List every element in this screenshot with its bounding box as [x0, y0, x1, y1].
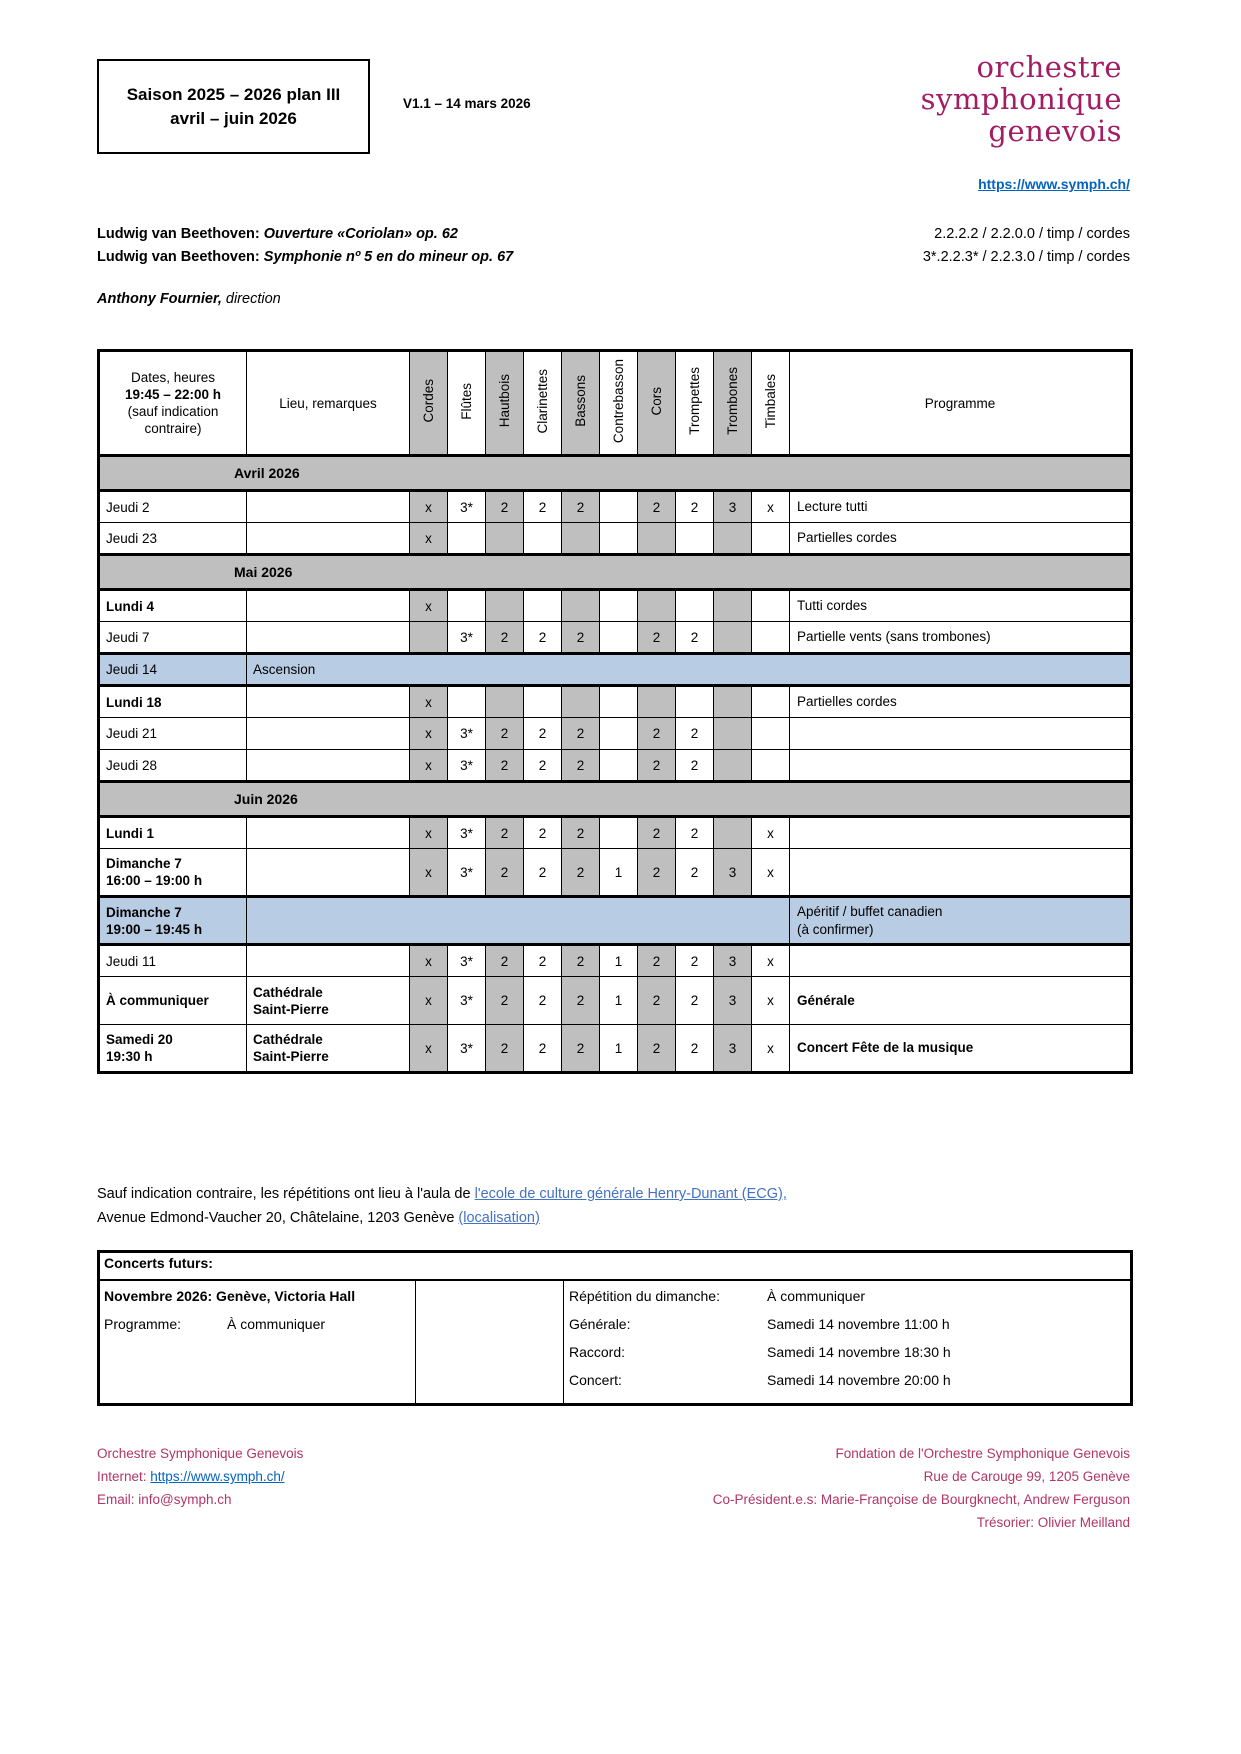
future-item-label: Générale: — [569, 1316, 631, 1332]
count-cell-bassons: 2 — [562, 945, 600, 977]
count-cell-cors: 2 — [638, 849, 676, 897]
col-header-hautbois — [486, 351, 524, 456]
count-cell-trombones: 3 — [714, 945, 752, 977]
count-cell-trompettes: 2 — [676, 622, 714, 654]
count-cell-flutes: 3* — [448, 945, 486, 977]
month-row — [99, 782, 1132, 817]
date-line: Jeudi 2 — [106, 499, 150, 515]
lieu-cell — [247, 590, 410, 622]
count-cell-timbales — [752, 718, 790, 750]
count-cell-hautbois: 2 — [486, 1025, 524, 1073]
date-line: Jeudi 11 — [106, 953, 157, 969]
footer-treasurer: Trésorier: Olivier Meilland — [976, 1515, 1130, 1530]
count-cell-trombones: 3 — [714, 849, 752, 897]
count-cell-bassons: 2 — [562, 977, 600, 1025]
programme-cell — [790, 817, 1132, 849]
work-row — [97, 223, 513, 246]
instrumentation-list — [923, 223, 1130, 268]
header-dates-line: Dates, heures — [130, 370, 216, 385]
date-cell — [99, 686, 247, 718]
future-programme-row — [104, 1310, 415, 1338]
schedule-row — [99, 491, 1132, 523]
count-cell-bassons — [562, 686, 600, 718]
count-cell-flutes: 3* — [448, 849, 486, 897]
date-line: Jeudi 14 — [106, 662, 158, 677]
col-header-label-trompettes: Trompettes — [686, 367, 702, 435]
count-cell-timbales — [752, 686, 790, 718]
col-header-trombones — [714, 351, 752, 456]
col-header-label-cors: Cors — [648, 386, 664, 416]
programme-cell: Concert Fête de la musique — [790, 1025, 1132, 1073]
date-line: Jeudi 23 — [106, 530, 158, 546]
count-cell-trompettes: 2 — [676, 750, 714, 782]
title-line-1: Saison 2025 – 2026 plan III — [126, 84, 341, 104]
count-cell-timbales — [752, 622, 790, 654]
future-left-cell — [99, 1280, 416, 1405]
count-cell-trombones — [714, 750, 752, 782]
date-cell — [99, 945, 247, 977]
schedule-head — [99, 351, 1132, 456]
date-cell — [99, 491, 247, 523]
conductor-line — [97, 291, 281, 307]
future-programme-label: Programme: — [104, 1316, 182, 1332]
count-cell-clarinettes: 2 — [524, 750, 562, 782]
count-cell-cordes: x — [410, 977, 448, 1025]
count-cell-trombones — [714, 718, 752, 750]
count-cell-cordes: x — [410, 718, 448, 750]
date-line: Samedi 20 — [106, 1032, 173, 1047]
count-cell-hautbois: 2 — [486, 491, 524, 523]
merged-cell — [247, 897, 790, 945]
lieu-cell — [247, 945, 410, 977]
count-cell-hautbois: 2 — [486, 817, 524, 849]
schedule-row — [99, 718, 1132, 750]
count-cell-contrebasson: 1 — [600, 945, 638, 977]
count-cell-trompettes: 2 — [676, 977, 714, 1025]
future-item — [569, 1310, 1130, 1338]
website-link[interactable]: https://www.symph.ch/ — [978, 176, 1130, 192]
count-cell-cordes: x — [410, 945, 448, 977]
programme-cell — [790, 849, 1132, 897]
footnote-line-2 — [97, 1207, 787, 1231]
date-cell — [99, 718, 247, 750]
count-cell-clarinettes — [524, 590, 562, 622]
count-cell-clarinettes: 2 — [524, 718, 562, 750]
month-label: Mai 2026 — [99, 555, 1132, 590]
col-header-label-clarinettes: Clarinettes — [534, 368, 550, 434]
col-header-trompettes — [676, 351, 714, 456]
logo-line-2: symphonique — [920, 82, 1122, 116]
date-line: Lundi 18 — [106, 694, 162, 710]
future-right-cell — [564, 1280, 1132, 1405]
count-cell-hautbois — [486, 590, 524, 622]
month-label: Avril 2026 — [99, 456, 1132, 491]
count-cell-trombones — [714, 622, 752, 654]
programme-cell: Partielle vents (sans trombones) — [790, 622, 1132, 654]
date-cell — [99, 523, 247, 555]
count-cell-timbales — [752, 523, 790, 555]
date-line: À communiquer — [106, 993, 209, 1008]
schedule-row — [99, 686, 1132, 718]
count-cell-trombones — [714, 817, 752, 849]
col-header-label-trombones: Trombones — [724, 367, 740, 435]
lieu-cell — [247, 523, 410, 555]
footnote — [97, 1183, 787, 1230]
count-cell-cors: 2 — [638, 945, 676, 977]
future-title-row — [99, 1252, 1132, 1281]
count-cell-trompettes: 2 — [676, 491, 714, 523]
col-header-label-bassons: Bassons — [572, 375, 588, 427]
footer-email: Email: info@symph.ch — [97, 1492, 232, 1507]
count-cell-trompettes — [676, 590, 714, 622]
lieu-line: Saint-Pierre — [253, 1049, 329, 1064]
date-cell — [99, 897, 247, 945]
conductor-name: Anthony Fournier, — [97, 291, 222, 307]
schedule-row — [99, 523, 1132, 555]
instrumentation-row: 2.2.2.2 / 2.2.0.0 / timp / cordes — [934, 226, 1130, 242]
count-cell-clarinettes — [524, 523, 562, 555]
footer-right — [713, 1442, 1130, 1534]
count-cell-bassons: 2 — [562, 817, 600, 849]
count-cell-clarinettes: 2 — [524, 849, 562, 897]
count-cell-cors: 2 — [638, 622, 676, 654]
programme-cell: Lecture tutti — [790, 491, 1132, 523]
composer-name: Ludwig van Beethoven: — [97, 226, 260, 242]
programme-cell: Partielles cordes — [790, 686, 1132, 718]
schedule-table — [97, 349, 1133, 1074]
count-cell-contrebasson — [600, 491, 638, 523]
count-cell-cordes: x — [410, 686, 448, 718]
count-cell-contrebasson — [600, 817, 638, 849]
lieu-cell — [247, 491, 410, 523]
count-cell-bassons: 2 — [562, 622, 600, 654]
count-cell-cors: 2 — [638, 718, 676, 750]
version-label: V1.1 – 14 mars 2026 — [403, 96, 531, 111]
count-cell-cors — [638, 686, 676, 718]
header-programme: Programme — [790, 351, 1132, 456]
count-cell-contrebasson: 1 — [600, 1025, 638, 1073]
col-header-label-timbales: Timbales — [762, 373, 778, 429]
count-cell-hautbois: 2 — [486, 718, 524, 750]
count-cell-clarinettes — [524, 686, 562, 718]
count-cell-flutes — [448, 590, 486, 622]
col-header-bassons — [562, 351, 600, 456]
lieu-line: Cathédrale — [253, 1032, 323, 1047]
date-line: 19:30 h — [106, 1049, 153, 1064]
date-line: 19:00 – 19:45 h — [106, 921, 203, 937]
count-cell-cordes: x — [410, 1025, 448, 1073]
footer-internet-line — [97, 1465, 303, 1488]
date-line: Jeudi 21 — [106, 726, 158, 741]
count-cell-bassons: 2 — [562, 849, 600, 897]
count-cell-cordes: x — [410, 849, 448, 897]
count-cell-clarinettes: 2 — [524, 622, 562, 654]
count-cell-contrebasson: 1 — [600, 849, 638, 897]
count-cell-flutes — [448, 523, 486, 555]
lieu-cell — [247, 750, 410, 782]
count-cell-contrebasson — [600, 622, 638, 654]
header-dates-line: 19:45 – 22:00 h — [124, 387, 222, 402]
localisation-link[interactable]: (localisation) — [458, 1209, 540, 1226]
logo-line-1: orchestre — [976, 50, 1122, 84]
date-line: Dimanche 7 — [106, 904, 182, 920]
count-cell-flutes: 3* — [448, 718, 486, 750]
count-cell-flutes: 3* — [448, 1025, 486, 1073]
schedule-row — [99, 849, 1132, 897]
footer-internet-label: Internet: — [97, 1469, 151, 1484]
future-middle-cell — [416, 1280, 564, 1405]
programme-cell: Partielles cordes — [790, 523, 1132, 555]
count-cell-trompettes: 2 — [676, 1025, 714, 1073]
title-line-2: avril – juin 2026 — [170, 108, 297, 128]
month-row — [99, 555, 1132, 590]
title-box — [97, 59, 370, 154]
schedule-body — [99, 456, 1132, 1073]
programme-cell — [790, 897, 1132, 945]
work-title: Symphonie nº 5 en do mineur op. 67 — [263, 248, 514, 265]
col-header-label-hautbois: Hautbois — [496, 374, 512, 428]
work-title: Ouverture «Coriolan» op. 62 — [263, 226, 458, 242]
date-cell — [99, 1025, 247, 1073]
lieu-cell — [247, 817, 410, 849]
col-header-label-flutes: Flûtes — [458, 382, 474, 420]
programme-cell — [790, 945, 1132, 977]
count-cell-hautbois: 2 — [486, 977, 524, 1025]
lieu-cell — [247, 622, 410, 654]
count-cell-contrebasson — [600, 686, 638, 718]
count-cell-trombones: 3 — [714, 491, 752, 523]
count-cell-flutes: 3* — [448, 491, 486, 523]
future-item — [569, 1366, 1130, 1394]
count-cell-trombones — [714, 523, 752, 555]
header-dates-line: contraire) — [144, 421, 202, 436]
count-cell-cordes: x — [410, 491, 448, 523]
count-cell-bassons — [562, 590, 600, 622]
count-cell-cors: 2 — [638, 1025, 676, 1073]
count-cell-cors: 2 — [638, 977, 676, 1025]
count-cell-trompettes: 2 — [676, 817, 714, 849]
composer-name: Ludwig van Beethoven: — [97, 248, 260, 265]
venue-link[interactable]: l'ecole de culture générale Henry-Dunant (ECG), — [474, 1186, 787, 1202]
conductor-role: direction — [225, 291, 281, 307]
date-cell — [99, 622, 247, 654]
count-cell-flutes: 3* — [448, 817, 486, 849]
logo-line-3: genevois — [988, 114, 1122, 148]
lieu-cell — [247, 977, 410, 1025]
lieu-cell — [247, 718, 410, 750]
footnote-line-1 — [97, 1183, 787, 1207]
count-cell-contrebasson — [600, 718, 638, 750]
future-item — [569, 1282, 1130, 1310]
count-cell-cordes: x — [410, 817, 448, 849]
count-cell-cordes — [410, 622, 448, 654]
date-line: Dimanche 7 — [106, 856, 182, 871]
instrumentation-row: 3*.2.2.3* / 2.2.3.0 / timp / cordes — [922, 248, 1130, 265]
future-item-value: Samedi 14 novembre 18:30 h — [767, 1344, 951, 1360]
count-cell-clarinettes: 2 — [524, 491, 562, 523]
count-cell-trombones: 3 — [714, 977, 752, 1025]
count-cell-timbales: x — [752, 849, 790, 897]
month-label: Juin 2026 — [99, 782, 1132, 817]
count-cell-clarinettes: 2 — [524, 977, 562, 1025]
header-dates — [99, 351, 247, 456]
date-cell — [99, 977, 247, 1025]
col-header-label-contrebasson: Contrebasson — [610, 358, 626, 444]
count-cell-timbales: x — [752, 977, 790, 1025]
future-title: Concerts futurs: — [99, 1252, 1132, 1281]
future-body-row — [99, 1280, 1132, 1405]
count-cell-timbales: x — [752, 491, 790, 523]
count-cell-contrebasson: 1 — [600, 977, 638, 1025]
schedule-row — [99, 977, 1132, 1025]
lieu-cell — [247, 849, 410, 897]
programme-line: (à confirmer) — [797, 921, 874, 937]
date-line: 16:00 – 19:00 h — [106, 873, 203, 888]
date-cell — [99, 750, 247, 782]
programme-cell — [790, 750, 1132, 782]
schedule-row — [99, 945, 1132, 977]
future-concerts-table — [97, 1250, 1133, 1406]
count-cell-bassons: 2 — [562, 718, 600, 750]
programme-cell: Tutti cordes — [790, 590, 1132, 622]
count-cell-hautbois: 2 — [486, 945, 524, 977]
count-cell-hautbois — [486, 686, 524, 718]
count-cell-hautbois — [486, 523, 524, 555]
month-row — [99, 456, 1132, 491]
footer-address: Rue de Carouge 99, 1205 Genève — [923, 1469, 1130, 1484]
count-cell-cors: 2 — [638, 750, 676, 782]
col-header-label-cordes: Cordes — [420, 379, 436, 423]
count-cell-bassons: 2 — [562, 1025, 600, 1073]
future-item-value: À communiquer — [767, 1288, 866, 1304]
count-cell-clarinettes: 2 — [524, 1025, 562, 1073]
date-line: Lundi 1 — [106, 825, 154, 841]
lieu-line: Saint-Pierre — [253, 1001, 329, 1017]
date-cell — [99, 817, 247, 849]
count-cell-trompettes — [676, 686, 714, 718]
count-cell-bassons: 2 — [562, 750, 600, 782]
count-cell-cordes: x — [410, 523, 448, 555]
date-line: Jeudi 7 — [106, 629, 150, 645]
future-item-label: Raccord: — [569, 1344, 626, 1360]
count-cell-bassons: 2 — [562, 491, 600, 523]
lieu-line: Cathédrale — [253, 984, 323, 1000]
count-cell-contrebasson — [600, 590, 638, 622]
date-line: Lundi 4 — [106, 598, 154, 614]
schedule-row — [99, 622, 1132, 654]
date-cell — [99, 590, 247, 622]
orchestra-logo — [921, 51, 1122, 147]
col-header-flutes — [448, 351, 486, 456]
footer-org: Orchestre Symphonique Genevois — [97, 1446, 304, 1461]
count-cell-timbales — [752, 750, 790, 782]
count-cell-cors: 2 — [638, 491, 676, 523]
schedule-header-row — [99, 351, 1132, 456]
count-cell-trompettes: 2 — [676, 849, 714, 897]
programme-cell — [790, 718, 1132, 750]
count-cell-hautbois: 2 — [486, 622, 524, 654]
count-cell-timbales — [752, 590, 790, 622]
header-dates-line: (sauf indication — [127, 404, 219, 419]
count-cell-trompettes: 2 — [676, 718, 714, 750]
count-cell-trompettes: 2 — [676, 945, 714, 977]
programme-line: Apéritif / buffet canadien — [797, 903, 943, 919]
schedule-row — [99, 590, 1132, 622]
col-header-cors — [638, 351, 676, 456]
programme-cell: Générale — [790, 977, 1132, 1025]
count-cell-trombones — [714, 590, 752, 622]
col-header-clarinettes — [524, 351, 562, 456]
count-cell-flutes: 3* — [448, 977, 486, 1025]
merged-cell: Ascension — [247, 654, 1132, 686]
future-item-value: Samedi 14 novembre 11:00 h — [767, 1316, 950, 1332]
count-cell-cors: 2 — [638, 817, 676, 849]
count-cell-clarinettes: 2 — [524, 817, 562, 849]
count-cell-cors — [638, 590, 676, 622]
count-cell-trompettes — [676, 523, 714, 555]
schedule-row — [99, 1025, 1132, 1073]
schedule-row — [99, 897, 1132, 945]
col-header-cordes — [410, 351, 448, 456]
count-cell-flutes: 3* — [448, 622, 486, 654]
count-cell-contrebasson — [600, 750, 638, 782]
count-cell-trombones: 3 — [714, 1025, 752, 1073]
schedule-row — [99, 750, 1132, 782]
date-line: Jeudi 28 — [106, 757, 158, 773]
count-cell-contrebasson — [600, 523, 638, 555]
schedule-row — [99, 654, 1132, 686]
footer-website-link[interactable]: https://www.symph.ch/ — [150, 1469, 285, 1484]
header-lieu: Lieu, remarques — [247, 351, 410, 456]
future-event: Novembre 2026: Genève, Victoria Hall — [104, 1288, 356, 1304]
col-header-contrebasson — [600, 351, 638, 456]
count-cell-clarinettes: 2 — [524, 945, 562, 977]
future-item-value: Samedi 14 novembre 20:00 h — [767, 1372, 951, 1388]
future-item — [569, 1338, 1130, 1366]
lieu-cell — [247, 686, 410, 718]
footer-foundation: Fondation de l'Orchestre Symphonique Genevois — [835, 1446, 1130, 1461]
lieu-cell — [247, 1025, 410, 1073]
count-cell-timbales: x — [752, 817, 790, 849]
count-cell-cordes: x — [410, 750, 448, 782]
footnote-text: Avenue Edmond-Vaucher 20, Châtelaine, 1203 Genève — [97, 1209, 459, 1226]
count-cell-cordes: x — [410, 590, 448, 622]
website-link-wrap — [978, 176, 1130, 192]
count-cell-timbales: x — [752, 945, 790, 977]
count-cell-bassons — [562, 523, 600, 555]
future-item-label: Répétition du dimanche: — [569, 1288, 720, 1304]
works-list — [97, 223, 513, 268]
footnote-text: Sauf indication contraire, les répétitions ont lieu à l'aula de — [97, 1186, 475, 1202]
work-row — [97, 246, 513, 269]
count-cell-flutes: 3* — [448, 750, 486, 782]
future-programme-value: À communiquer — [227, 1316, 326, 1332]
footer-left — [97, 1442, 303, 1511]
col-header-timbales — [752, 351, 790, 456]
count-cell-cors — [638, 523, 676, 555]
schedule-row — [99, 817, 1132, 849]
future-item-label: Concert: — [569, 1372, 622, 1388]
date-cell — [99, 654, 247, 686]
count-cell-timbales: x — [752, 1025, 790, 1073]
footer-copresidents: Co-Président.e.s: Marie-Françoise de Bourgknecht, Andrew Ferguson — [712, 1492, 1130, 1507]
count-cell-flutes — [448, 686, 486, 718]
count-cell-hautbois: 2 — [486, 849, 524, 897]
count-cell-hautbois: 2 — [486, 750, 524, 782]
date-cell — [99, 849, 247, 897]
count-cell-trombones — [714, 686, 752, 718]
